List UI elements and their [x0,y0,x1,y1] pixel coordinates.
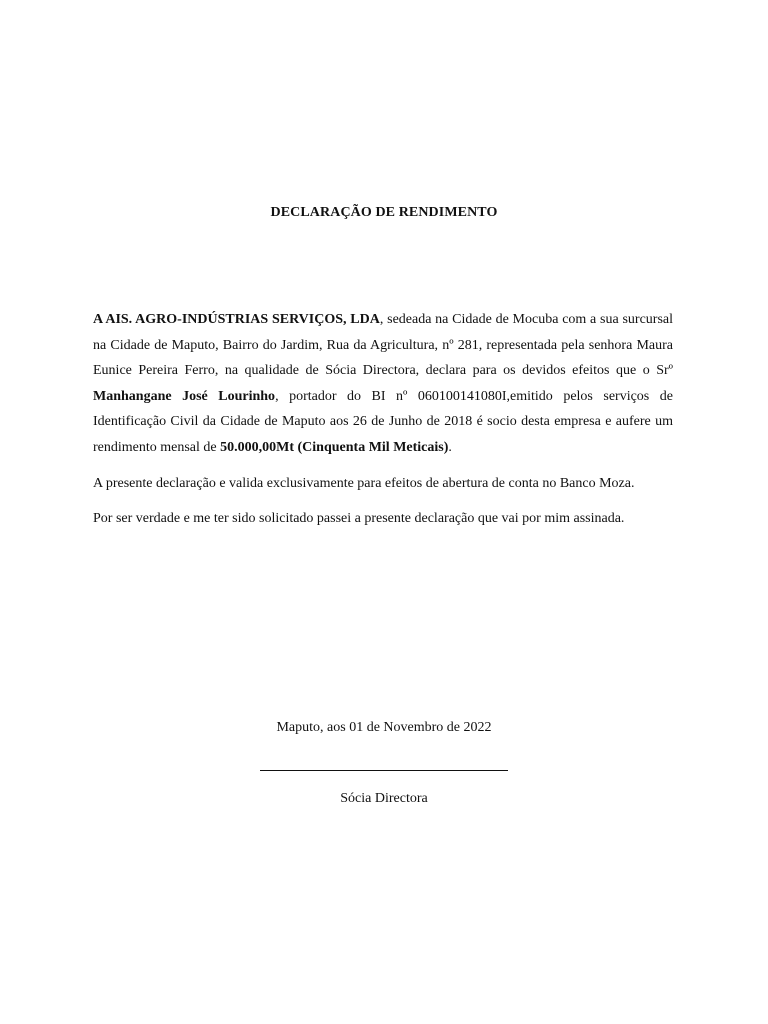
document-title: DECLARAÇÃO DE RENDIMENTO [270,205,498,220]
person-name: Manhangane José Lourinho [93,388,276,404]
signature-line [260,770,508,771]
place-and-date: Maputo, aos 01 de Novembro de 2022 [276,720,492,735]
document-body [93,307,673,542]
income-amount: 50.000,00Mt (Cinquenta Mil Meticais) [220,439,449,455]
paragraph-closing: Por ser verdade e me ter sido solicitado passei a presente declaração que vai por mim assinada. [93,511,625,527]
paragraph-text-b: , portador do BI nº 060100141080I,emitido pelos serviços de Identificação Civil da Cidade de Maputo aos 26 de Junho de 2018 é socio desta empresa e aufere um rendimento mensal de [93,388,673,455]
paragraph-text-c: . [448,439,452,455]
paragraph-validity: A presente declaração e valida exclusivamente para efeitos de abertura de conta no Banco Moza. [93,475,635,491]
paragraph-text-a: , sedeada na Cidade de Mocuba com a sua surcursal na Cidade de Maputo, Bairro do Jardim, Rua da Agricultura, nº 281, representada pela senhora Maura Eunice Pereira Ferro, na qualidade de Sócia Directora, declara para os devidos efeitos que o Srº [93,312,673,379]
company-name: A AIS. AGRO-INDÚSTRIAS SERVIÇOS, LDA [93,312,380,327]
paragraph-declaration [93,307,673,461]
signature-role: Sócia Directora [340,791,428,806]
